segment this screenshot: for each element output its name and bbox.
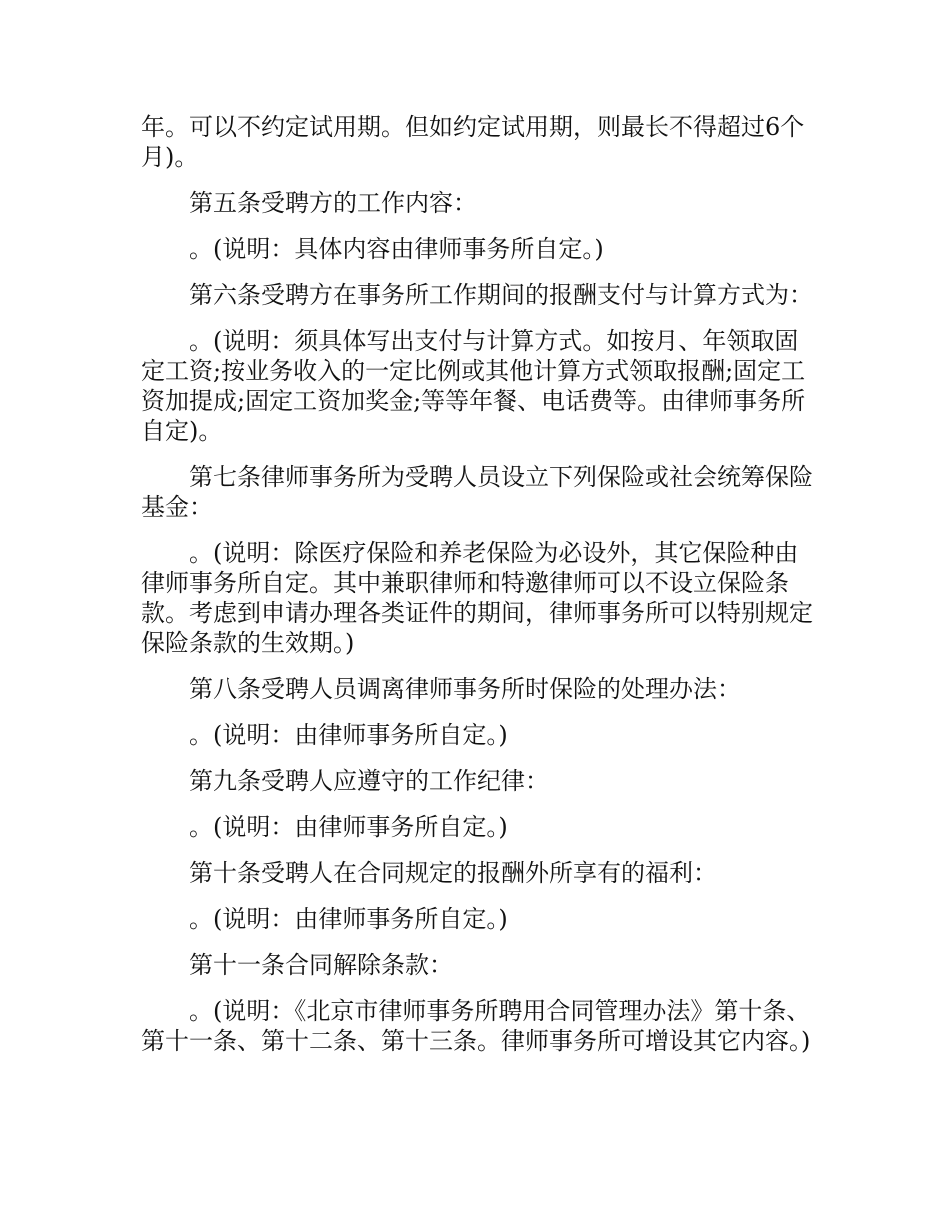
paragraph-article-6: 第六条受聘方在事务所工作期间的报酬支付与计算方式为： bbox=[189, 281, 813, 309]
paragraph-article-5-note: 。(说明：具体内容由律师事务所自定。) bbox=[189, 235, 604, 263]
paragraph-continuation: 年。可以不约定试用期。但如约定试用期，则最长不得超过6个月)。 bbox=[141, 113, 805, 171]
document-body bbox=[141, 112, 821, 1072]
paragraph-article-9-note: 。(说明：由律师事务所自定。) bbox=[189, 813, 508, 841]
paragraph-article-8-note: 。(说明：由律师事务所自定。) bbox=[189, 721, 508, 749]
paragraph-article-6-note: 。(说明：须具体写出支付与计算方式。如按月、年领取固定工资;按业务收入的一定比例或其他计算方式领取报酬;固定工资加提成;固定工资加奖金;等等年餐、电话费等。由律师事务所自定)。 bbox=[141, 327, 806, 445]
paragraph-article-8: 第八条受聘人员调离律师事务所时保险的处理办法： bbox=[189, 675, 741, 703]
paragraph-article-5: 第五条受聘方的工作内容： bbox=[189, 189, 477, 217]
paragraph-article-7: 第七条律师事务所为受聘人员设立下列保险或社会统筹保险基金： bbox=[141, 463, 813, 521]
paragraph-article-11: 第十一条合同解除条款： bbox=[189, 951, 453, 979]
paragraph-article-10-note: 。(说明：由律师事务所自定。) bbox=[189, 905, 508, 933]
paragraph-article-11-note: 。(说明：《北京市律师事务所聘用合同管理办法》第十条、第十一条、第十二条、第十三条。律师事务所可增设其它内容。) bbox=[141, 997, 811, 1055]
paragraph-article-10: 第十条受聘人在合同规定的报酬外所享有的福利： bbox=[189, 859, 717, 887]
paragraph-article-7-note: 。(说明：除医疗保险和养老保险为必设外，其它保险种由律师事务所自定。其中兼职律师和特邀律师可以不设立保险条款。考虑到申请办理各类证件的期间，律师事务所可以特别规定保险条款的生效期。) bbox=[141, 539, 813, 657]
paragraph-article-9: 第九条受聘人应遵守的工作纪律： bbox=[189, 767, 549, 795]
